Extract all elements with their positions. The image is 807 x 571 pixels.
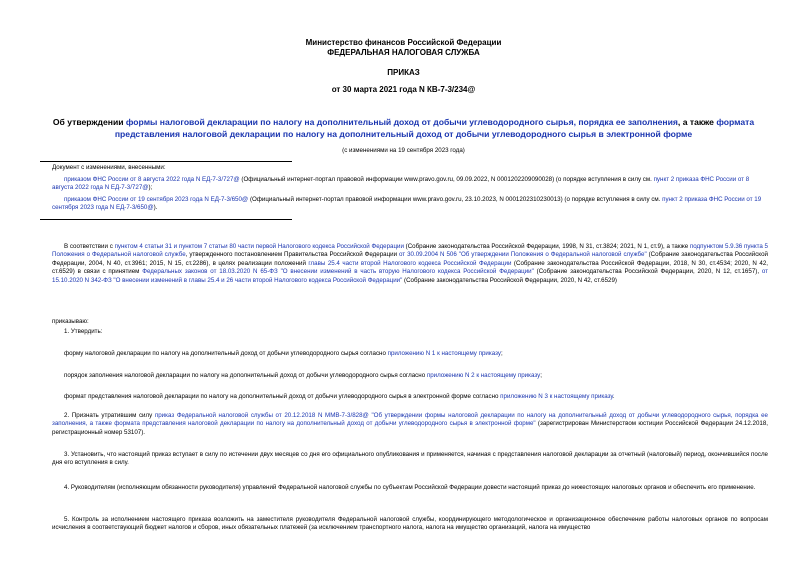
- order-1b-tail: ;: [540, 372, 542, 379]
- doc-date-number: от 30 марта 2021 года N КВ-7-3/234@: [331, 85, 476, 94]
- title-mid: , а также: [677, 117, 717, 127]
- order-item-4: 4. Руководителям (исполняющим обязанности руководителя) управлений Федеральной налоговой службы по субъектам Российской Федерации довести настоящий приказ до нижестоящих налоговых органов и обеспечить его применение.: [64, 484, 756, 491]
- preamble-link-2[interactable]: подпунктом 5.9.36 пункта 5 Положения о Федеральной налоговой службе: [52, 243, 769, 259]
- preamble-text-7: (Собрание законодательства Российской Федерации, 2020, N 42, ст.6529): [402, 276, 617, 284]
- doc-type: ПРИКАЗ: [387, 68, 420, 77]
- amendment-1-tail: );: [148, 184, 153, 192]
- order-1a-tail: ;: [500, 350, 503, 357]
- preamble-link-6[interactable]: от 15.10.2020 N 342-ФЗ "О внесении изменений в главы 25.4 и 26 части второй Налогового кодекса Российской Федерации": [52, 268, 769, 284]
- preamble-text-4: (Собрание законодательства Российской Федерации, 2004, N 40, ст.3961; 2015, N 15, ст.2286), в целях реализации положений: [52, 251, 768, 267]
- service-name: ФЕДЕРАЛЬНАЯ НАЛОГОВАЯ СЛУЖБА: [327, 48, 480, 57]
- preamble-text-1: В соответствии с: [64, 243, 115, 250]
- order-1c-text: формат представления налоговой декларации по налогу на дополнительный доход от добычи углеводородного сырья в электронной форме согласно: [64, 393, 501, 400]
- preamble: [52, 243, 768, 285]
- preamble-link-4[interactable]: главы 25.4 части второй Налогового кодекса Российской Федерации: [308, 259, 512, 267]
- repealed-order-link[interactable]: приказ Федеральной налоговой службы от 20.12.2018 N ММВ-7-3/828@ "Об утверждении формы налоговой декларации по налогу на дополнительный доход от добычи углеводородного сырья, порядка ее заполнения, а также формата представления налоговой декларации по налогу на дополнительный доход от добычи углеводородного сырья в электронной форме": [52, 412, 768, 428]
- preamble-link-5[interactable]: Федеральных законов от 18.03.2020 N 65-ФЗ "О внесении изменений в часть вторую Налогового кодекса Российской Федерации": [142, 268, 534, 276]
- amendments-heading: Документ с изменениями, внесенными:: [52, 164, 166, 171]
- amendment-item-2: [52, 196, 772, 213]
- order-item-3: 3. Установить, что настоящий приказ вступает в силу по истечении двух месяцев со дня его официального опубликования и применяется, начиная с представления налоговой декларации за отчетный (налоговый) период, окончившийся после дня его вступления в силу.: [52, 451, 768, 467]
- title-prefix: Об утверждении: [52, 117, 126, 127]
- preamble-text-5: (Собрание законодательства Российской Федерации, 2018, N 30, ст.4534; 2020, N 42, ст.6529) в связи с принятием: [52, 259, 768, 276]
- preamble-link-3[interactable]: от 30.09.2004 N 506 "Об утверждении Положения о Федеральной налоговой службе": [399, 251, 647, 259]
- preamble-text-2: (Собрание законодательства Российской Федерации, 1998, N 31, ст.3824; 2021, N 1, ст.9), а также: [403, 243, 690, 250]
- preamble-link-1[interactable]: пунктом 4 статьи 31 и пунктом 7 статьи 80 части первой Налогового кодекса Российской Федерации: [114, 243, 404, 250]
- ministry-name: Министерство финансов Российской Федерации: [305, 38, 502, 47]
- separator-top: [40, 161, 292, 162]
- amendment-item-1: [52, 176, 772, 193]
- amendment-2-tail: ).: [153, 204, 158, 212]
- order-1c-tail: .: [612, 393, 615, 400]
- amendment-1-text: (Официальный интернет-портал правовой информации www.pravo.gov.ru, 09.09.2022, N 0001202209090028) (о порядке вступления в силу см.: [239, 176, 654, 183]
- amendment-2-text: (Официальный интернет-портал правовой информации www.pravo.gov.ru, 23.10.2023, N 0001202310230013) (о порядке вступления в силу см.: [248, 196, 663, 203]
- order-item-1: 1. Утвердить:: [64, 328, 103, 335]
- order-intro: приказываю:: [52, 318, 89, 325]
- amendment-1-link2[interactable]: пункт 2 приказа ФНС России от 8 августа 2022 года N ЕД-7-3/727@: [52, 176, 750, 192]
- amendment-1-link[interactable]: приказом ФНС России от 8 августа 2022 года N ЕД-7-3/727@: [64, 176, 240, 183]
- separator-bottom: [40, 219, 292, 220]
- appendix-2-link[interactable]: приложению N 2 к настоящему приказу: [426, 372, 541, 379]
- amendment-2-link2[interactable]: пункт 2 приказа ФНС России от 19 сентября 2023 года N ЕД-7-3/650@: [52, 196, 762, 212]
- order-2-text: 2. Признать утратившим силу: [64, 412, 155, 419]
- page-title: [0, 116, 807, 140]
- order-2-tail: (зарегистрирован Министерством юстиции Российской Федерации 24.12.2018, регистрационный номер 53107).: [52, 420, 768, 436]
- order-item-5: 5. Контроль за исполнением настоящего приказа возложить на заместителя руководителя Федеральной налоговой службы, координирующего методологическое и организационное обеспечение работы налоговых органов по вопросам исчисления в соответствующий бюджет налогов и сборов, иных обязательных платежей (за исключением транспортного налога, налога на имущество организаций, налога на имущество: [52, 516, 768, 532]
- appendix-1-link[interactable]: приложению N 1 к настоящему приказу: [387, 350, 501, 357]
- appendix-3-link[interactable]: приложению N 3 к настоящему приказу: [500, 393, 613, 400]
- order-item-1b: [64, 372, 768, 380]
- amendment-2-link[interactable]: приказом ФНС России от 19 сентября 2023 года N ЕД-7-3/650@: [64, 196, 249, 203]
- changes-note: (с изменениями на 19 сентября 2023 года): [342, 147, 465, 154]
- preamble-text-6: (Собрание законодательства Российской Федерации, 2020, N 12, ст.1657),: [533, 268, 762, 276]
- title-link-format[interactable]: формата представления налоговой декларации по налогу на дополнительный доход от добычи углеводородного сырья в электронной форме: [114, 117, 755, 139]
- order-item-2: [52, 412, 768, 437]
- order-item-1c: [64, 393, 768, 401]
- title-link-form[interactable]: формы налоговой декларации по налогу на дополнительный доход от добычи углеводородного сырья, порядка ее заполнения: [125, 117, 678, 127]
- preamble-text-3: , утвержденного постановлением Правительства Российской Федерации: [185, 251, 399, 259]
- order-1a-text: форму налоговой декларации по налогу на дополнительный доход от добычи углеводородного сырья согласно: [64, 350, 388, 357]
- order-item-1a: [64, 350, 768, 358]
- order-1b-text: порядок заполнения налоговой декларации по налогу на дополнительный доход от добычи углеводородного сырья согласно: [64, 372, 427, 379]
